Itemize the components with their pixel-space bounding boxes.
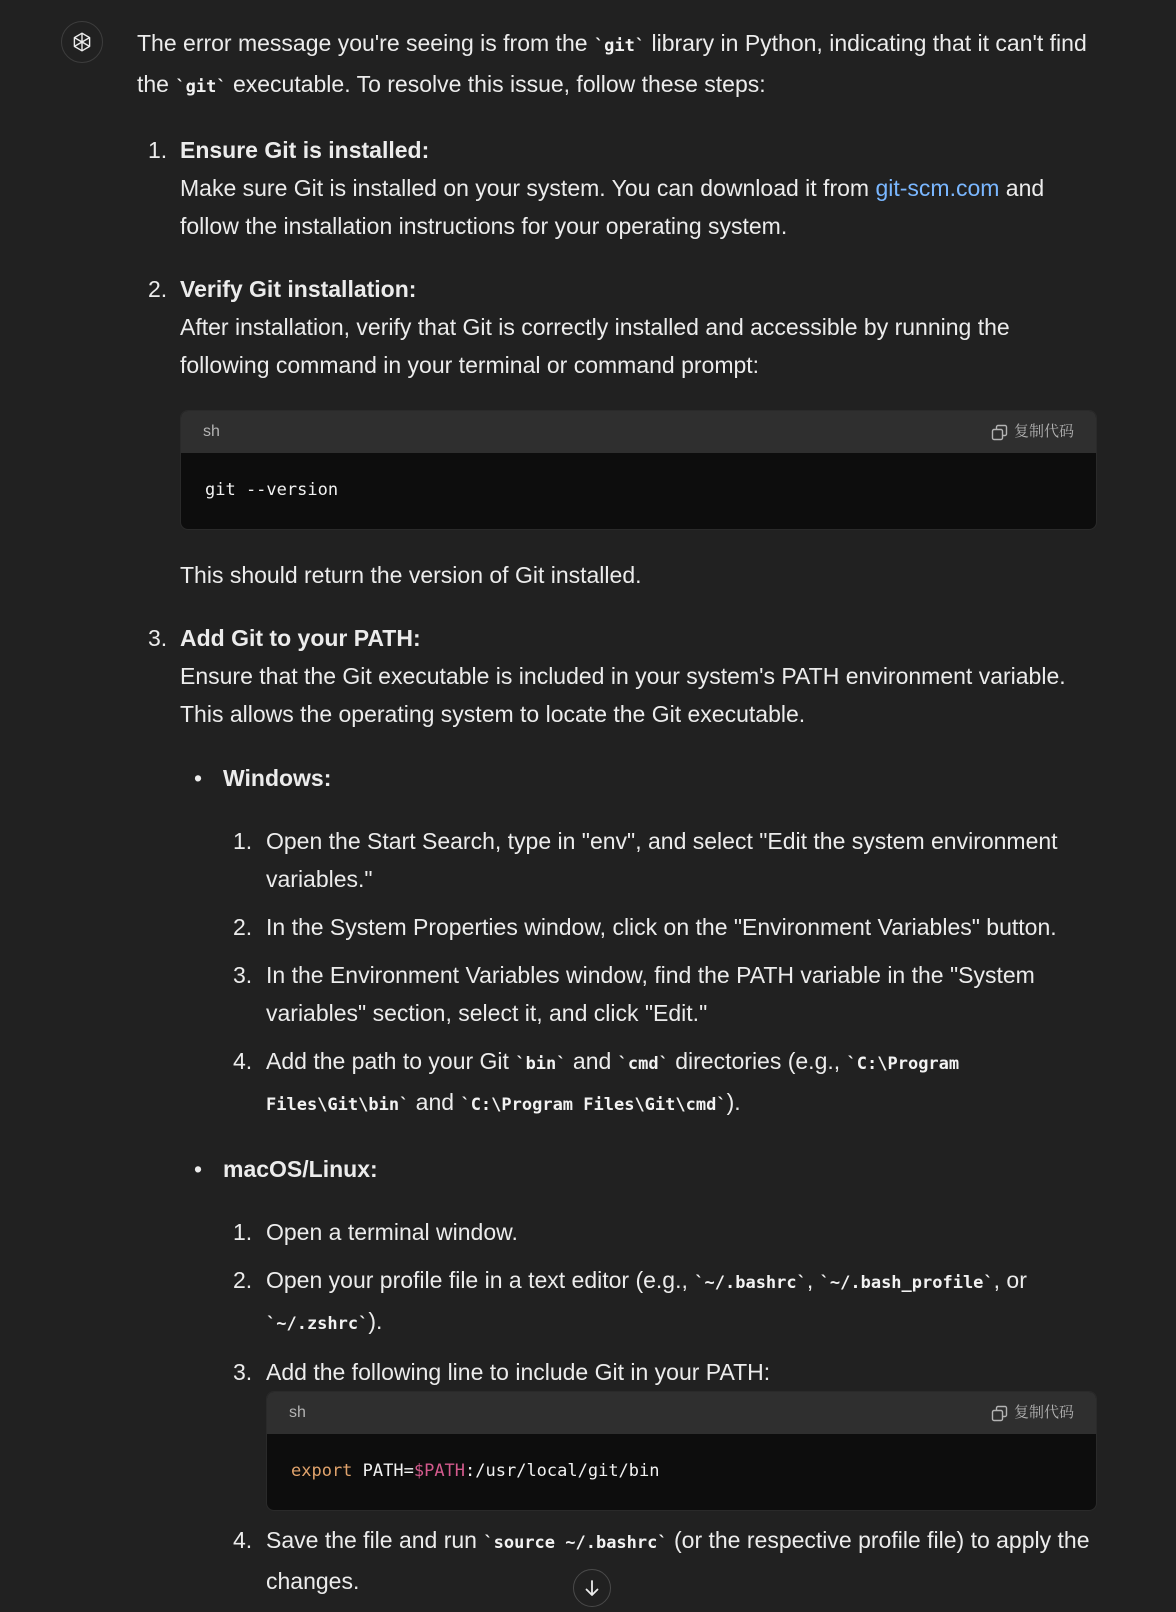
- code-language: sh: [289, 1404, 306, 1421]
- code-content[interactable]: git --version: [205, 480, 339, 500]
- copy-icon: [991, 1405, 1008, 1422]
- code-variable: $PATH: [413, 1461, 466, 1481]
- step-after-text: This should return the version of Git installed.: [180, 562, 642, 588]
- windows-step-1: [137, 822, 1097, 898]
- sub-step-text: directories (e.g.,: [668, 1048, 847, 1074]
- sub-step-number: 4.: [233, 1527, 253, 1553]
- assistant-message: [137, 24, 1097, 1600]
- scroll-to-bottom-button[interactable]: [573, 1569, 611, 1607]
- inline-code: `cmd`: [617, 1054, 669, 1074]
- step-text-part: and follow the installation instructions for your operating system.: [180, 175, 1045, 239]
- assistant-avatar: [61, 21, 103, 63]
- copy-code-button[interactable]: [991, 422, 1074, 442]
- inline-code: `source ~/.bashrc`: [483, 1533, 668, 1553]
- bullet-dot: •: [194, 1156, 203, 1182]
- step-number: 3.: [148, 625, 168, 651]
- inline-code: `C:\Program Files\Git\cmd`: [460, 1095, 727, 1115]
- mac-step-4: [137, 1521, 1097, 1600]
- windows-step-4: [137, 1042, 1097, 1124]
- mac-steps: [137, 1213, 1097, 1600]
- sub-step-number: 4.: [233, 1048, 253, 1074]
- inline-code: `~/.zshrc`: [266, 1314, 369, 1334]
- sub-step-text: ).: [368, 1308, 383, 1334]
- intro-text: executable. To resolve this issue, follow these steps:: [226, 71, 766, 97]
- bullet-dot: •: [194, 765, 203, 791]
- intro-text: library in Python, indicating that it can't find the: [137, 30, 1087, 97]
- copy-icon: [991, 424, 1008, 441]
- step-title: Ensure Git is installed:: [180, 137, 430, 163]
- intro-text: The error message you're seeing is from the: [137, 30, 594, 56]
- sub-step-text: and: [566, 1048, 618, 1074]
- step-text: After installation, verify that Git is correctly installed and accessible by running the following command in your terminal or command prompt:: [180, 314, 1010, 378]
- sub-step-text: ,: [806, 1267, 820, 1293]
- windows-step-3: [137, 956, 1097, 1032]
- code-block: [180, 410, 1097, 530]
- windows-section: [137, 759, 1097, 797]
- step-1: [137, 131, 1097, 245]
- sub-step-number: 3.: [233, 1359, 253, 1385]
- copy-code-label: 复制代码: [1013, 1404, 1074, 1421]
- copy-code-label: 复制代码: [1013, 423, 1074, 440]
- steps-list: [137, 131, 1097, 733]
- chatgpt-logo-icon: [70, 30, 94, 54]
- step-title: Verify Git installation:: [180, 276, 417, 302]
- intro-paragraph: [137, 24, 1097, 106]
- inline-code: `git`: [175, 77, 227, 97]
- windows-title: Windows:: [223, 765, 332, 791]
- sub-step-number: 1.: [233, 828, 253, 854]
- mac-section: [137, 1150, 1097, 1188]
- step-text: [180, 169, 1097, 245]
- code-block-header: [181, 411, 1096, 453]
- code-text: :/usr/local/git/bin: [465, 1461, 660, 1481]
- windows-steps: [137, 822, 1097, 1124]
- os-instructions: [137, 759, 1097, 797]
- sub-step-text: Open a terminal window.: [266, 1219, 518, 1245]
- mac-step-3: [137, 1353, 1097, 1511]
- step-title: Add Git to your PATH:: [180, 625, 421, 651]
- sub-step-text: and: [409, 1089, 461, 1115]
- step-number: 2.: [148, 276, 168, 302]
- code-text: PATH=: [352, 1461, 414, 1481]
- step-text: Ensure that the Git executable is included in your system's PATH environment variable. This allows the operating system to locate the Git executable.: [180, 663, 1066, 727]
- sub-step-text: Save the file and run: [266, 1527, 484, 1553]
- mac-step-2: [137, 1261, 1097, 1343]
- step-text-part: Make sure Git is installed on your system. You can download it from: [180, 175, 876, 201]
- sub-step-text: In the System Properties window, click on the "Environment Variables" button.: [266, 914, 1057, 940]
- sub-step-text: , or: [993, 1267, 1027, 1293]
- inline-code: `bin`: [515, 1054, 567, 1074]
- windows-step-2: [137, 908, 1097, 946]
- sub-step-number: 3.: [233, 962, 253, 988]
- mac-step-1: [137, 1213, 1097, 1251]
- sub-step-number: 2.: [233, 1267, 253, 1293]
- mac-title: macOS/Linux:: [223, 1156, 378, 1182]
- step-number: 1.: [148, 137, 168, 163]
- os-instructions-mac: [137, 1150, 1097, 1188]
- sub-step-text: In the Environment Variables window, find the PATH variable in the "System variables" section, select it, and click "Edit.": [266, 962, 1035, 1026]
- sub-step-text: Add the following line to include Git in your PATH:: [266, 1359, 771, 1385]
- inline-code: `C:\Program Files\Git\bin`: [266, 1054, 960, 1115]
- sub-step-text: ).: [726, 1089, 741, 1115]
- code-language: sh: [203, 423, 220, 440]
- sub-step-number: 1.: [233, 1219, 253, 1245]
- step-2: [137, 270, 1097, 594]
- sub-step-text: (or the respective profile file) to apply the changes.: [266, 1527, 1090, 1594]
- sub-step-number: 2.: [233, 914, 253, 940]
- sub-step-text: Open the Start Search, type in "env", and select "Edit the system environment variables.": [266, 828, 1058, 892]
- inline-code: `~/.bashrc`: [694, 1273, 807, 1293]
- code-keyword: export: [291, 1461, 353, 1481]
- git-scm-link[interactable]: git-scm.com: [875, 175, 1000, 201]
- code-block: [266, 1391, 1097, 1511]
- inline-code: `git`: [593, 36, 646, 56]
- sub-step-text: Add the path to your Git: [266, 1048, 516, 1074]
- code-block-header: [267, 1392, 1096, 1434]
- inline-code: `~/.bash_profile`: [819, 1273, 994, 1293]
- arrow-down-icon: [583, 1579, 601, 1597]
- step-3: [137, 619, 1097, 733]
- copy-code-button[interactable]: [991, 1403, 1074, 1423]
- sub-step-text: Open your profile file in a text editor (e.g.,: [266, 1267, 695, 1293]
- code-content[interactable]: [267, 1434, 1096, 1510]
